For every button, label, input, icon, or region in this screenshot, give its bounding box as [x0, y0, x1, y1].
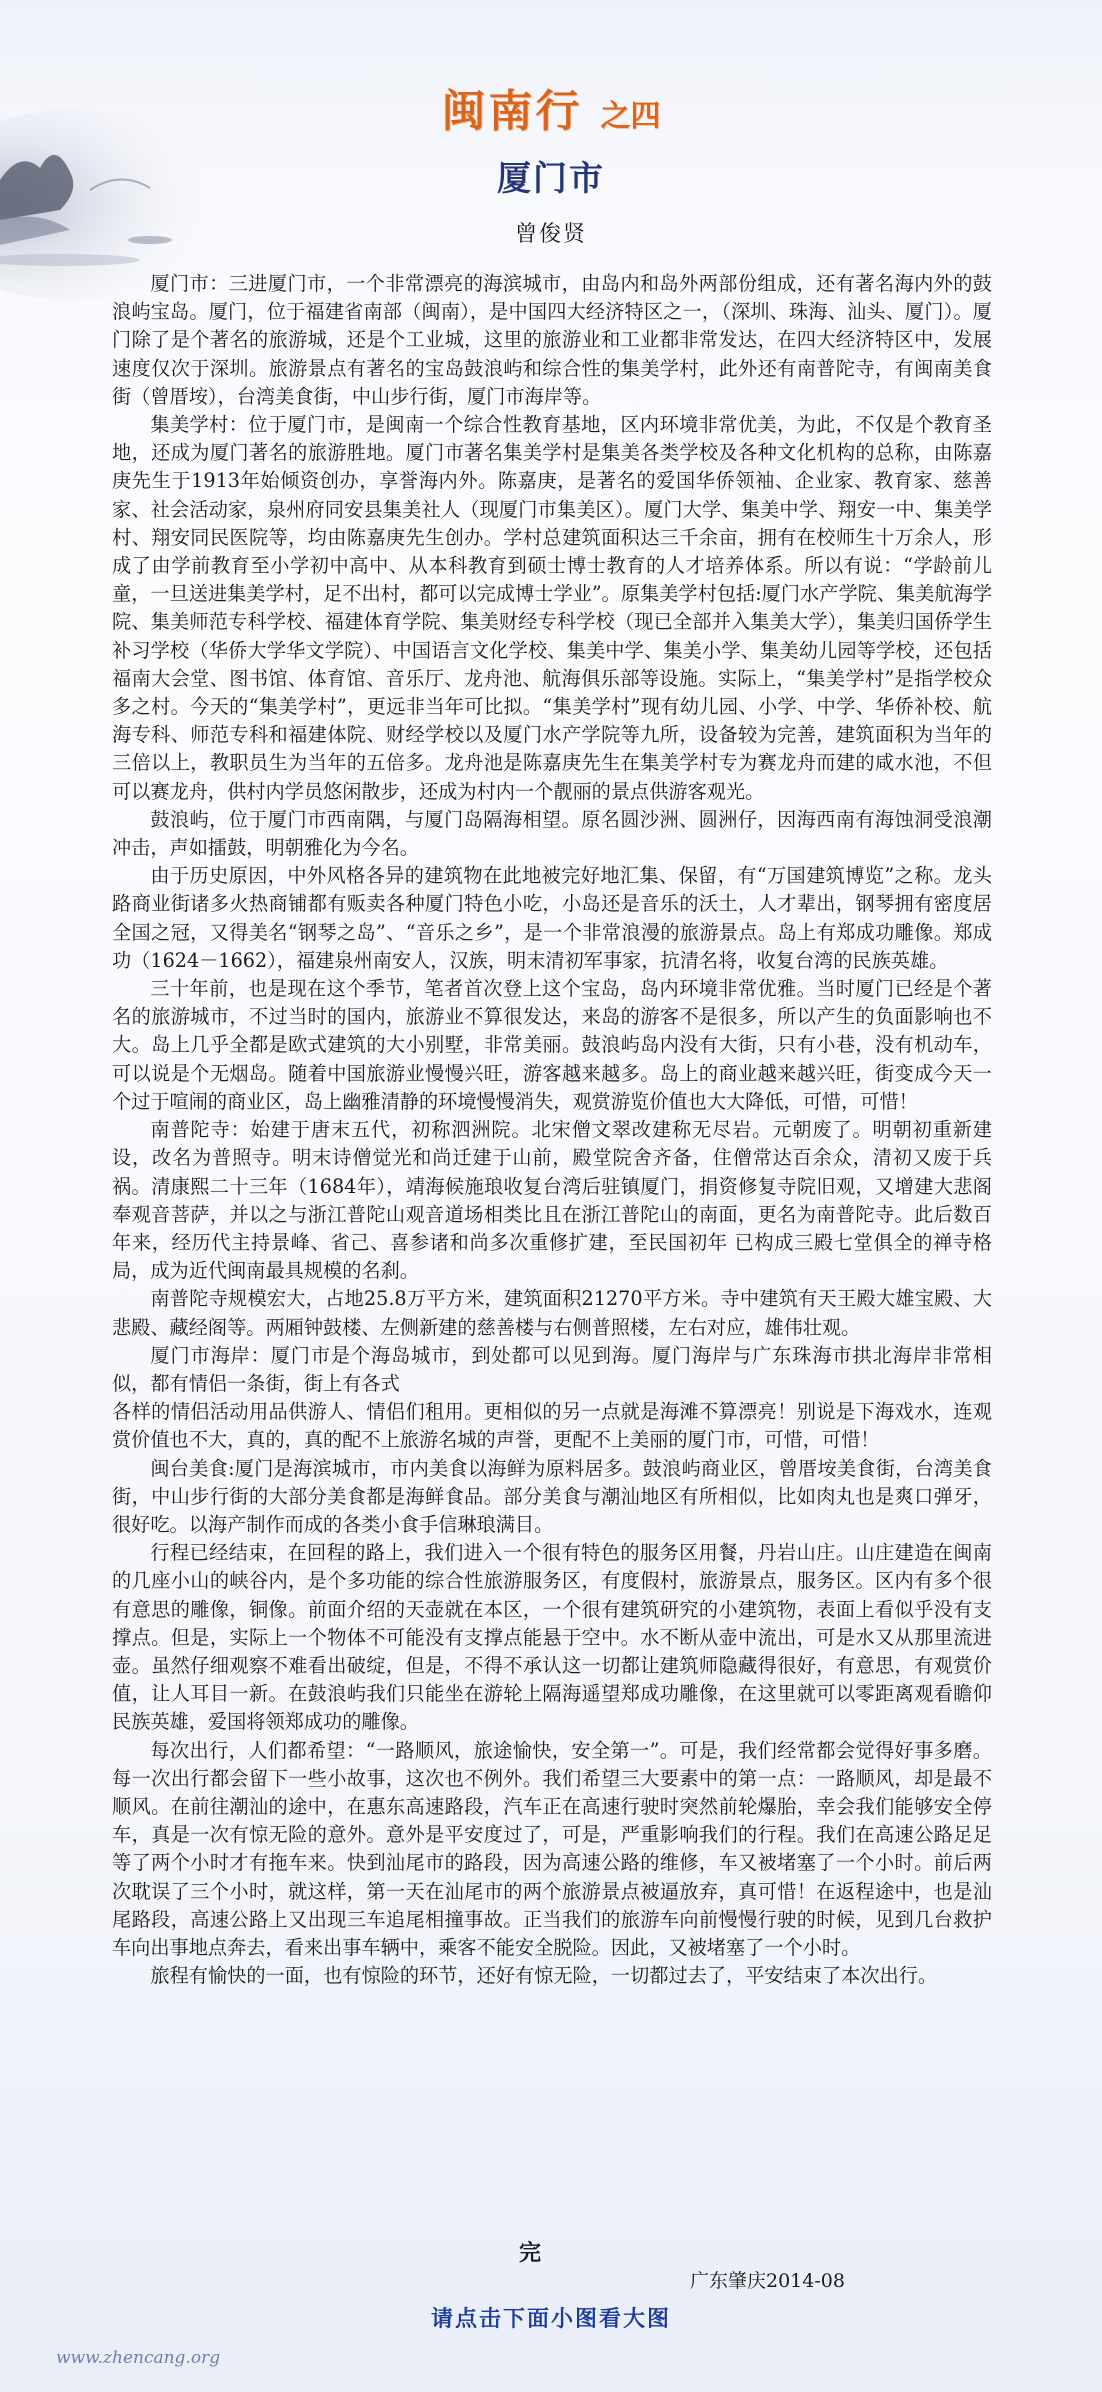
paragraph-conclusion: 旅程有愉快的一面，也有惊险的环节，还好有惊无险，一切都过去了，平安结束了本次出行。	[150, 1964, 938, 1988]
paragraph-food: 闽台美食:厦门是海滨城市，市内美食以海鲜为原料居多。鼓浪屿商业区，曾厝垵美食街，台湾美食街，中山步行街的大部分美食都是海鲜食品。部分美食与潮汕地区有所相似，比如肉丸也是爽口弹牙，很好吃。以海产制作而成的各类小食手信琳琅满目。	[112, 1456, 992, 1536]
city-title: 厦门市	[497, 159, 605, 199]
paragraph-coast-continued: 各样的情侣活动用品供游人、情侣们租用。更相似的另一点就是海滩不算漂亮！别说是下海戏水，连观赏价值也不大，真的，真的配不上旅游名城的声誉，更配不上美丽的厦门市，可惜，可惜！	[112, 1400, 992, 1452]
paragraph-return-trip: 行程已经结束，在回程的路上，我们进入一个很有特色的服务区用餐，丹岩山庄。山庄建造在闽南的几座小山的峡谷内，是个多功能的综合性旅游服务区，有度假村，旅游景点，服务区。区内有多个很有意思的雕像，铜像。前面介绍的天壶就在本区，一个很有建筑研究的小建筑物，表面上看似乎没有支撑点。但是，实际上一个物体不可能没有支撑点能悬于空中。水不断从壶中流出，可是水又从那里流进壶。虽然仔细观察不难看出破绽，但是，不得不承认这一切都让建筑师隐藏得很好，有意思，有观赏价值，让人耳目一新。在鼓浪屿我们只能坐在游轮上隔海遥望郑成功雕像，在这里就可以零距离观看瞻仰民族英雄，爱国将领郑成功的雕像。	[112, 1541, 992, 1734]
paragraph-nanputuo-scale: 南普陀寺规模宏大，占地25.8万平方米，建筑面积21270平方米。寺中建筑有天王殿大雄宝殿、大悲殿、藏经阁等。两厢钟鼓楼、左侧新建的慈善楼与右侧普照楼，左右对应，雄伟壮观。	[112, 1287, 992, 1339]
main-title-text: 闽南行	[441, 86, 583, 137]
paragraph-coast: 厦门市海岸：厦门市是个海岛城市，到处都可以见到海。厦门海岸与广东珠海市拱北海岸非常相似，都有情侣一条街，街上有各式	[112, 1343, 992, 1395]
view-large-image-link[interactable]: 请点击下面小图看大图	[430, 2306, 671, 2332]
paragraph-gulangyu: 鼓浪屿，位于厦门市西南隅，与厦门岛隔海相望。原名圆沙洲、圆洲仔，因海西南有海蚀洞受浪潮冲击，声如擂鼓，明朝雅化为今名。	[112, 807, 992, 860]
author-name: 曾俊贤	[514, 222, 587, 247]
signature: 广东肇庆2014-08	[690, 2270, 845, 2292]
title-block	[0, 75, 1102, 200]
paragraph-jimei: 集美学村：位于厦门市，是闽南一个综合性教育基地，区内环境非常优美，为此，不仅是个教育圣地，还成为厦门著名的旅游胜地。厦门市著名集美学村是集美各类学校及各种文化机构的总称，由陈嘉庚先生于1913年始倾资创办，享誉海内外。陈嘉庚，是著名的爱国华侨领袖、企业家、教育家、慈善家、社会活动家，泉州府同安县集美社人（现厦门市集美区）。厦门大学、集美中学、翔安一中、集美学村、翔安同民医院等，均由陈嘉庚先生创办。学村总建筑面积达三千余亩，拥有在校师生十万余人，形成了由学前教育至小学初中高中、从本科教育到硕士博士教育的人才培养体系。所以有说：“学龄前儿童，一旦送进集美学村，足不出村，都可以完成博士学业”。原集美学村包括:厦门水产学院、集美航海学院、集美师范专科学校、福建体育学院、集美财经专科学校（现已全部并入集美大学），集美归国侨学生补习学校（华侨大学华文学院）、中国语言文化学校、集美中学、集美小学、集美幼儿园等学校，还包括福南大会堂、图书馆、体育馆、音乐厅、龙舟池、航海俱乐部等设施。实际上，“集美学村”是指学校众多之村。今天的“集美学村”，更远非当年可比拟。“集美学村”现有幼儿园、小学、中学、华侨补校、航海专科、师范专科和福建体院、财经学校以及厦门水产学院等九所，设备较为完善，建筑面积为当年的三倍以上，教职员生为当年的五倍多。龙舟池是陈嘉庚先生在集美学村专为赛龙舟而建的咸水池，不但可以赛龙舟，供村内学员悠闲散步，还成为村内一个靓丽的景点供游客观光。	[112, 413, 992, 803]
paragraph-xiamen: 厦门市：三进厦门市，一个非常漂亮的海滨城市，由岛内和岛外两部份组成，还有著名海内外的鼓浪屿宝岛。厦门，位于福建省南部（闽南），是中国四大经济特区之一，（深圳、珠海、汕头、厦门）。厦门除了是个著名的旅游城，还是个工业城，这里的旅游业和工业都非常发达，在四大经济特区中，发展速度仅次于深圳。旅游景点有著名的宝岛鼓浪屿和综合性的集美学村，此外还有南普陀寺，有闽南美食街（曾厝垵），台湾美食街，中山步行街，厦门市海岸等。	[112, 272, 992, 408]
main-title	[0, 75, 1102, 139]
end-mark: 完	[518, 2241, 541, 2266]
article-body	[112, 270, 992, 1990]
paragraph-gulangyu-architecture: 由于历史原因，中外风格各异的建筑物在此地被完好地汇集、保留，有“万国建筑博览”之称。龙头路商业街诸多火热商铺都有贩卖各种厦门特色小吃，小岛还是音乐的沃土，人才辈出，钢琴拥有密度居全国之冠，又得美名“钢琴之岛”、“音乐之乡”，是一个非常浪漫的旅游景点。岛上有郑成功雕像。郑成功（1624－1662），福建泉州南安人，汉族，明末清初军事家，抗清名将，收复台湾的民族英雄。	[112, 864, 992, 972]
paragraph-nanputuo-history: 南普陀寺：始建于唐末五代，初称泗洲院。北宋僧文翠改建称无尽岩。元朝废了。明朝初重新建设，改名为普照寺。明末诗僧觉光和尚迁建于山前，殿堂院舍齐备，住僧常达百余众，清初又废于兵祸。清康熙二十三年（1684年），靖海候施琅收复台湾后驻镇厦门，捐资修复寺院旧观，又增建大悲阁奉观音菩萨，并以之与浙江普陀山观音道场相类比且在浙江普陀山的南面，更名为南普陀寺。此后数百年来，经历代主持景峰、省己、喜参诸和尚多次重修扩建，至民国初年 已构成三殿七堂俱全的禅寺格局，成为近代闽南最具规模的名刹。	[112, 1118, 992, 1283]
main-title-suffix: 之四	[600, 99, 661, 134]
paragraph-thirty-years-ago: 三十年前，也是现在这个季节，笔者首次登上这个宝岛，岛内环境非常优雅。当时厦门已经是个著名的旅游城市，不过当时的国内，旅游业不算很发达，来岛的游客不是很多，所以产生的负面影响也不大。岛上几乎全都是欧式建筑的大小别墅，非常美丽。鼓浪屿岛内没有大街，只有小巷，没有机动车，可以说是个无烟岛。随着中国旅游业慢慢兴旺，游客越来越多。岛上的商业越来越兴旺，街变成今天一个过于喧闹的商业区，岛上幽雅清静的环境慢慢消失，观赏游览价值也大大降低，可惜，可惜！	[112, 977, 992, 1113]
site-link[interactable]: www.zhencang.org	[56, 2348, 221, 2368]
paragraph-incidents: 每次出行，人们都希望：“一路顺风，旅途愉快，安全第一”。可是，我们经常都会觉得好事多磨。每一次出行都会留下一些小故事，这次也不例外。我们希望三大要素中的第一点：一路顺风，却是最不顺风。在前往潮汕的途中，在惠东高速路段，汽车正在高速行驶时突然前轮爆胎，幸会我们能够安全停车，真是一次有惊无险的意外。意外是平安度过了，可是，严重影响我们的行程。我们在高速公路足足等了两个小时才有拖车来。快到汕尾市的路段，因为高速公路的维修，车又被堵塞了一个小时。前后两次耽误了三个小时，就这样，第一天在汕尾市的两个旅游景点被逼放弃，真可惜！在返程途中，也是汕尾路段，高速公路上又出现三车追尾相撞事故。正当我们的旅游车向前慢慢行驶的时候，见到几台救护车向出事地点奔去，看来出事车辆中，乘客不能安全脱险。因此，又被堵塞了一个小时。	[112, 1738, 992, 1959]
